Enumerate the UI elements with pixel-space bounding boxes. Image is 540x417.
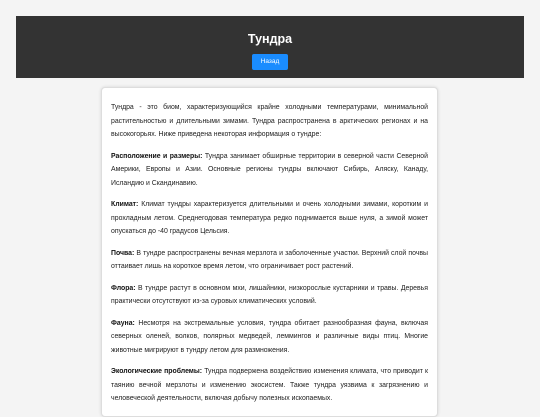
- back-button[interactable]: Назад: [252, 54, 288, 70]
- section-flora: [111, 282, 428, 309]
- section-flora-label: Флора:: [111, 284, 136, 292]
- section-ecology-label: Экологические проблемы:: [111, 368, 203, 375]
- page-title: Тундра: [247, 32, 293, 46]
- section-ecology: [111, 365, 428, 406]
- section-flora-text: В тундре растут в основном мхи, лишайники, низкорослые кустарники и травы. Деревья практически отсутствуют из-за суровых климатических условий.: [111, 284, 428, 305]
- section-fauna-text: Несмотря на экстремальные условия, тундра обитает разнообразная фауна, включая северных оленей, волков, полярных медведей, леммингов и различные виды птиц. Многие животные мигрируют в тундру летом для размножения.: [111, 319, 428, 354]
- section-climate: [111, 198, 428, 239]
- section-location-label: Расположение и размеры:: [111, 152, 203, 160]
- section-climate-text: Климат тундры характеризуется длительными и очень холодными зимами, коротким и прохладным летом. Среднегодовая температура редко поднимается выше нуля, а зимой может опускаться до -40 градусов Цельсия.: [111, 201, 428, 235]
- section-climate-label: Климат:: [111, 201, 139, 208]
- section-location-text: Тундра занимает обширные территории в северной части Северной Америки, Европы и Азии. Основные регионы тундры включают Сибирь, Аляску, Канаду, Исландию и Скандинавию.: [111, 152, 428, 187]
- section-soil: [111, 247, 428, 274]
- intro-paragraph: Тундра - это биом, характеризующийся крайне холодными температурами, минимальной растительностью и длительными зимами. Тундра распространена в арктических регионах и на высокогорьях. Ниже приведена некоторая информация о тундре:: [111, 104, 428, 138]
- section-soil-label: Почва:: [111, 249, 135, 257]
- section-fauna: [111, 317, 428, 358]
- section-soil-text: В тундре распространены вечная мерзлота и заболоченные участки. Верхний слой почвы оттаивает лишь на короткое время летом, что ограничивает рост растений.: [111, 249, 428, 270]
- article-content: [101, 87, 438, 417]
- section-ecology-text: Тундра подвержена воздействию изменения климата, что приводит к таянию вечной мерзлоты и изменению экосистем. Также тундра уязвима к загрязнению и человеческой деятельности, включая добычу полезных ископаемых.: [111, 368, 428, 402]
- section-location: [111, 150, 428, 191]
- section-fauna-label: Фауна:: [111, 319, 135, 327]
